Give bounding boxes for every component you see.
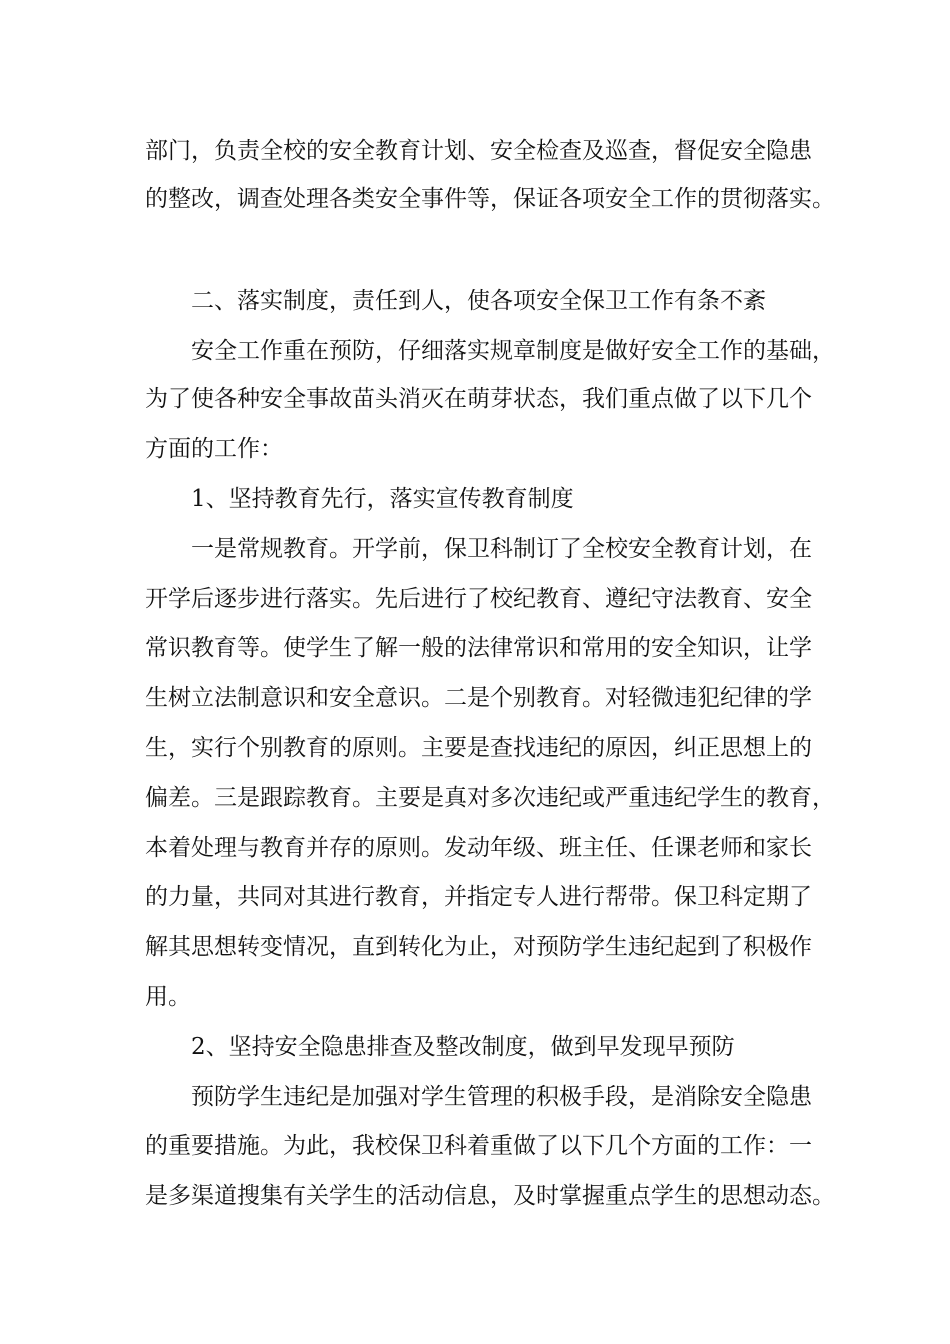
paragraph-line: 偏差。三是跟踪教育。主要是真对多次违纪或严重违纪学生的教育，	[145, 785, 835, 811]
paragraph-line: 方面的工作：	[145, 436, 283, 462]
paragraph-line: 开学后逐步进行落实。先后进行了校纪教育、遵纪守法教育、安全	[145, 586, 812, 612]
subsection-heading: 2、坚持安全隐患排查及整改制度，做到早发现早预防	[191, 1034, 735, 1060]
paragraph-line: 本着处理与教育并存的原则。发动年级、班主任、任课老师和家长	[145, 835, 812, 861]
paragraph-line: 一是常规教育。开学前，保卫科制订了全校安全教育计划，在	[191, 536, 812, 562]
paragraph-line: 常识教育等。使学生了解一般的法律常识和常用的安全知识，让学	[145, 635, 812, 661]
paragraph-line: 的整改，调查处理各类安全事件等，保证各项安全工作的贯彻落实。	[145, 186, 835, 212]
paragraph-line: 是多渠道搜集有关学生的活动信息，及时掌握重点学生的思想动态。	[145, 1183, 835, 1209]
section-heading: 二、落实制度，责任到人，使各项安全保卫工作有条不紊	[191, 288, 766, 314]
paragraph-line: 的重要措施。为此，我校保卫科着重做了以下几个方面的工作：一	[145, 1133, 812, 1159]
paragraph-line: 生，实行个别教育的原则。主要是查找违纪的原因，纠正思想上的	[145, 735, 812, 761]
subsection-heading: 1、坚持教育先行，落实宣传教育制度	[191, 486, 574, 512]
paragraph-line: 为了使各种安全事故苗头消灭在萌芽状态，我们重点做了以下几个	[145, 386, 812, 412]
paragraph-line: 安全工作重在预防，仔细落实规章制度是做好安全工作的基础，	[191, 338, 835, 364]
paragraph-line: 的力量，共同对其进行教育，并指定专人进行帮带。保卫科定期了	[145, 884, 812, 910]
paragraph-line: 解其思想转变情况，直到转化为止，对预防学生违纪起到了积极作	[145, 934, 812, 960]
paragraph-line: 部门，负责全校的安全教育计划、安全检查及巡查，督促安全隐患	[145, 138, 812, 164]
paragraph-line: 用。	[145, 984, 191, 1010]
paragraph-line: 生树立法制意识和安全意识。二是个别教育。对轻微违犯纪律的学	[145, 685, 812, 711]
paragraph-line: 预防学生违纪是加强对学生管理的积极手段，是消除安全隐患	[191, 1084, 812, 1110]
